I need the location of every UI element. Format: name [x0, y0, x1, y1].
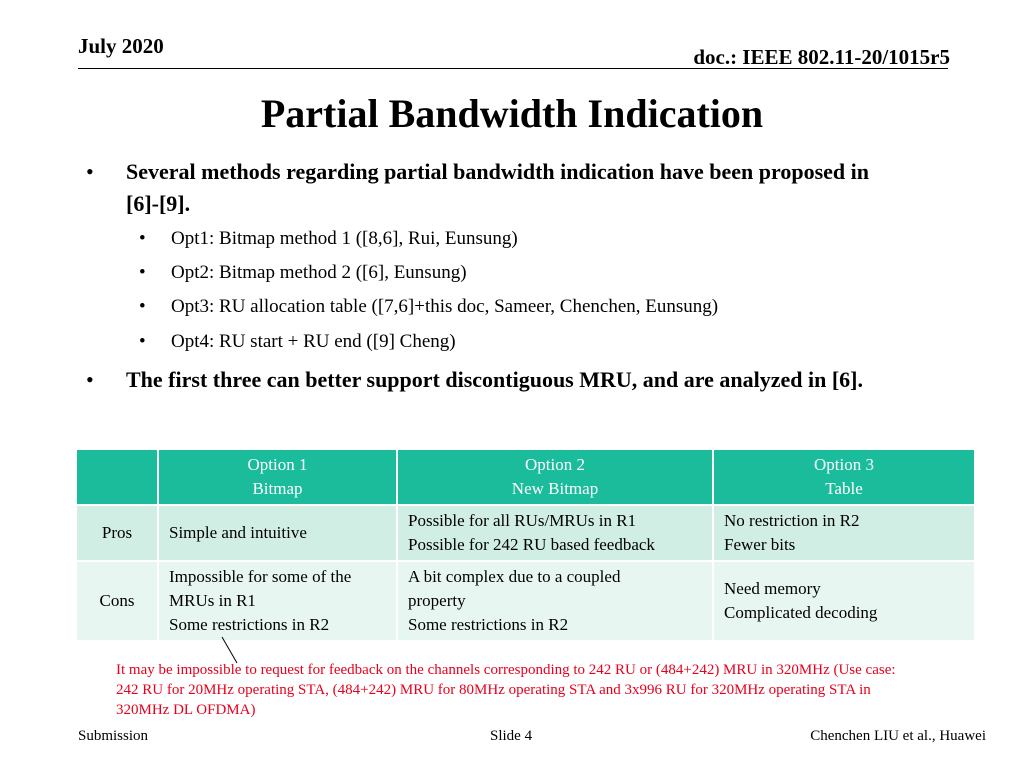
footer-author: Chenchen LIU et al., Huawei — [810, 728, 986, 744]
cell-line: Some restrictions in R2 — [408, 615, 569, 634]
option-3-label: Option 3 — [814, 455, 874, 474]
cell-line: Possible for 242 RU based feedback — [408, 535, 655, 554]
cell-line: MRUs in R1 — [169, 591, 256, 610]
bullet-2-text: The first three can better support discontiguous MRU, and are analyzed in [6]. — [126, 367, 863, 392]
bullet-dot: • — [86, 159, 94, 184]
sub-bullet-3-text: Opt3: RU allocation table ([7,6]+this doc, Sameer, Chenchen, Eunsung) — [171, 296, 719, 317]
row-label-pros: Pros — [76, 505, 158, 561]
red-footnote: It may be impossible to request for feedback on the channels corresponding to 242 RU or (484+242) MRU in 320MHz (Use case: 242 RU for 20MHz operating STA, (484+242) MRU for 80MHz operating STA and 3x996 RU for 320MHz operating STA in 320MHz DL OFDMA) — [116, 662, 896, 718]
cell-line: No restriction in R2 — [724, 511, 860, 530]
cell-line: Need memory — [724, 579, 821, 598]
cell-line: Complicated decoding — [724, 603, 878, 622]
header-date: July 2020 — [78, 34, 164, 58]
slide-title: Partial Bandwidth Indication — [260, 91, 764, 136]
option-1-label: Option 1 — [247, 455, 308, 474]
sub-bullet-dot: • — [139, 262, 146, 283]
option-2-name: New Bitmap — [511, 479, 599, 498]
cell-line: A bit complex due to a coupled — [408, 567, 621, 586]
option-1-name: Bitmap — [252, 479, 303, 498]
sub-bullet-dot: • — [139, 331, 146, 352]
sub-bullet-4-text: Opt4: RU start + RU end ([9] Cheng) — [171, 331, 456, 352]
cell-line: Simple and intuitive — [169, 523, 307, 542]
footer-submission: Submission — [78, 728, 149, 744]
option-2-label: Option 2 — [525, 455, 585, 474]
cell-line: Possible for all RUs/MRUs in R1 — [408, 511, 637, 530]
sub-bullet-1-text: Opt1: Bitmap method 1 ([8,6], Rui, Eunsung) — [171, 228, 518, 249]
option-3-name: Table — [825, 479, 863, 498]
document-id: doc.: IEEE 802.11-20/1015r5 — [693, 45, 950, 69]
row-label-cons: Cons — [76, 561, 158, 641]
cell-line: Some restrictions in R2 — [169, 615, 330, 634]
sub-bullet-2-text: Opt2: Bitmap method 2 ([6], Eunsung) — [171, 262, 467, 283]
cell-line: Fewer bits — [724, 535, 796, 554]
sub-bullet-dot: • — [139, 296, 146, 317]
cell-line: Impossible for some of the — [169, 567, 352, 586]
bullet-dot: • — [86, 367, 94, 392]
footer-slide-number: Slide 4 — [490, 728, 533, 744]
bullet-1-text: Several methods regarding partial bandwidth indication have been proposed in [6]-[9]. — [126, 159, 870, 216]
cell-line: property — [408, 591, 466, 610]
sub-bullet-dot: • — [139, 228, 146, 249]
